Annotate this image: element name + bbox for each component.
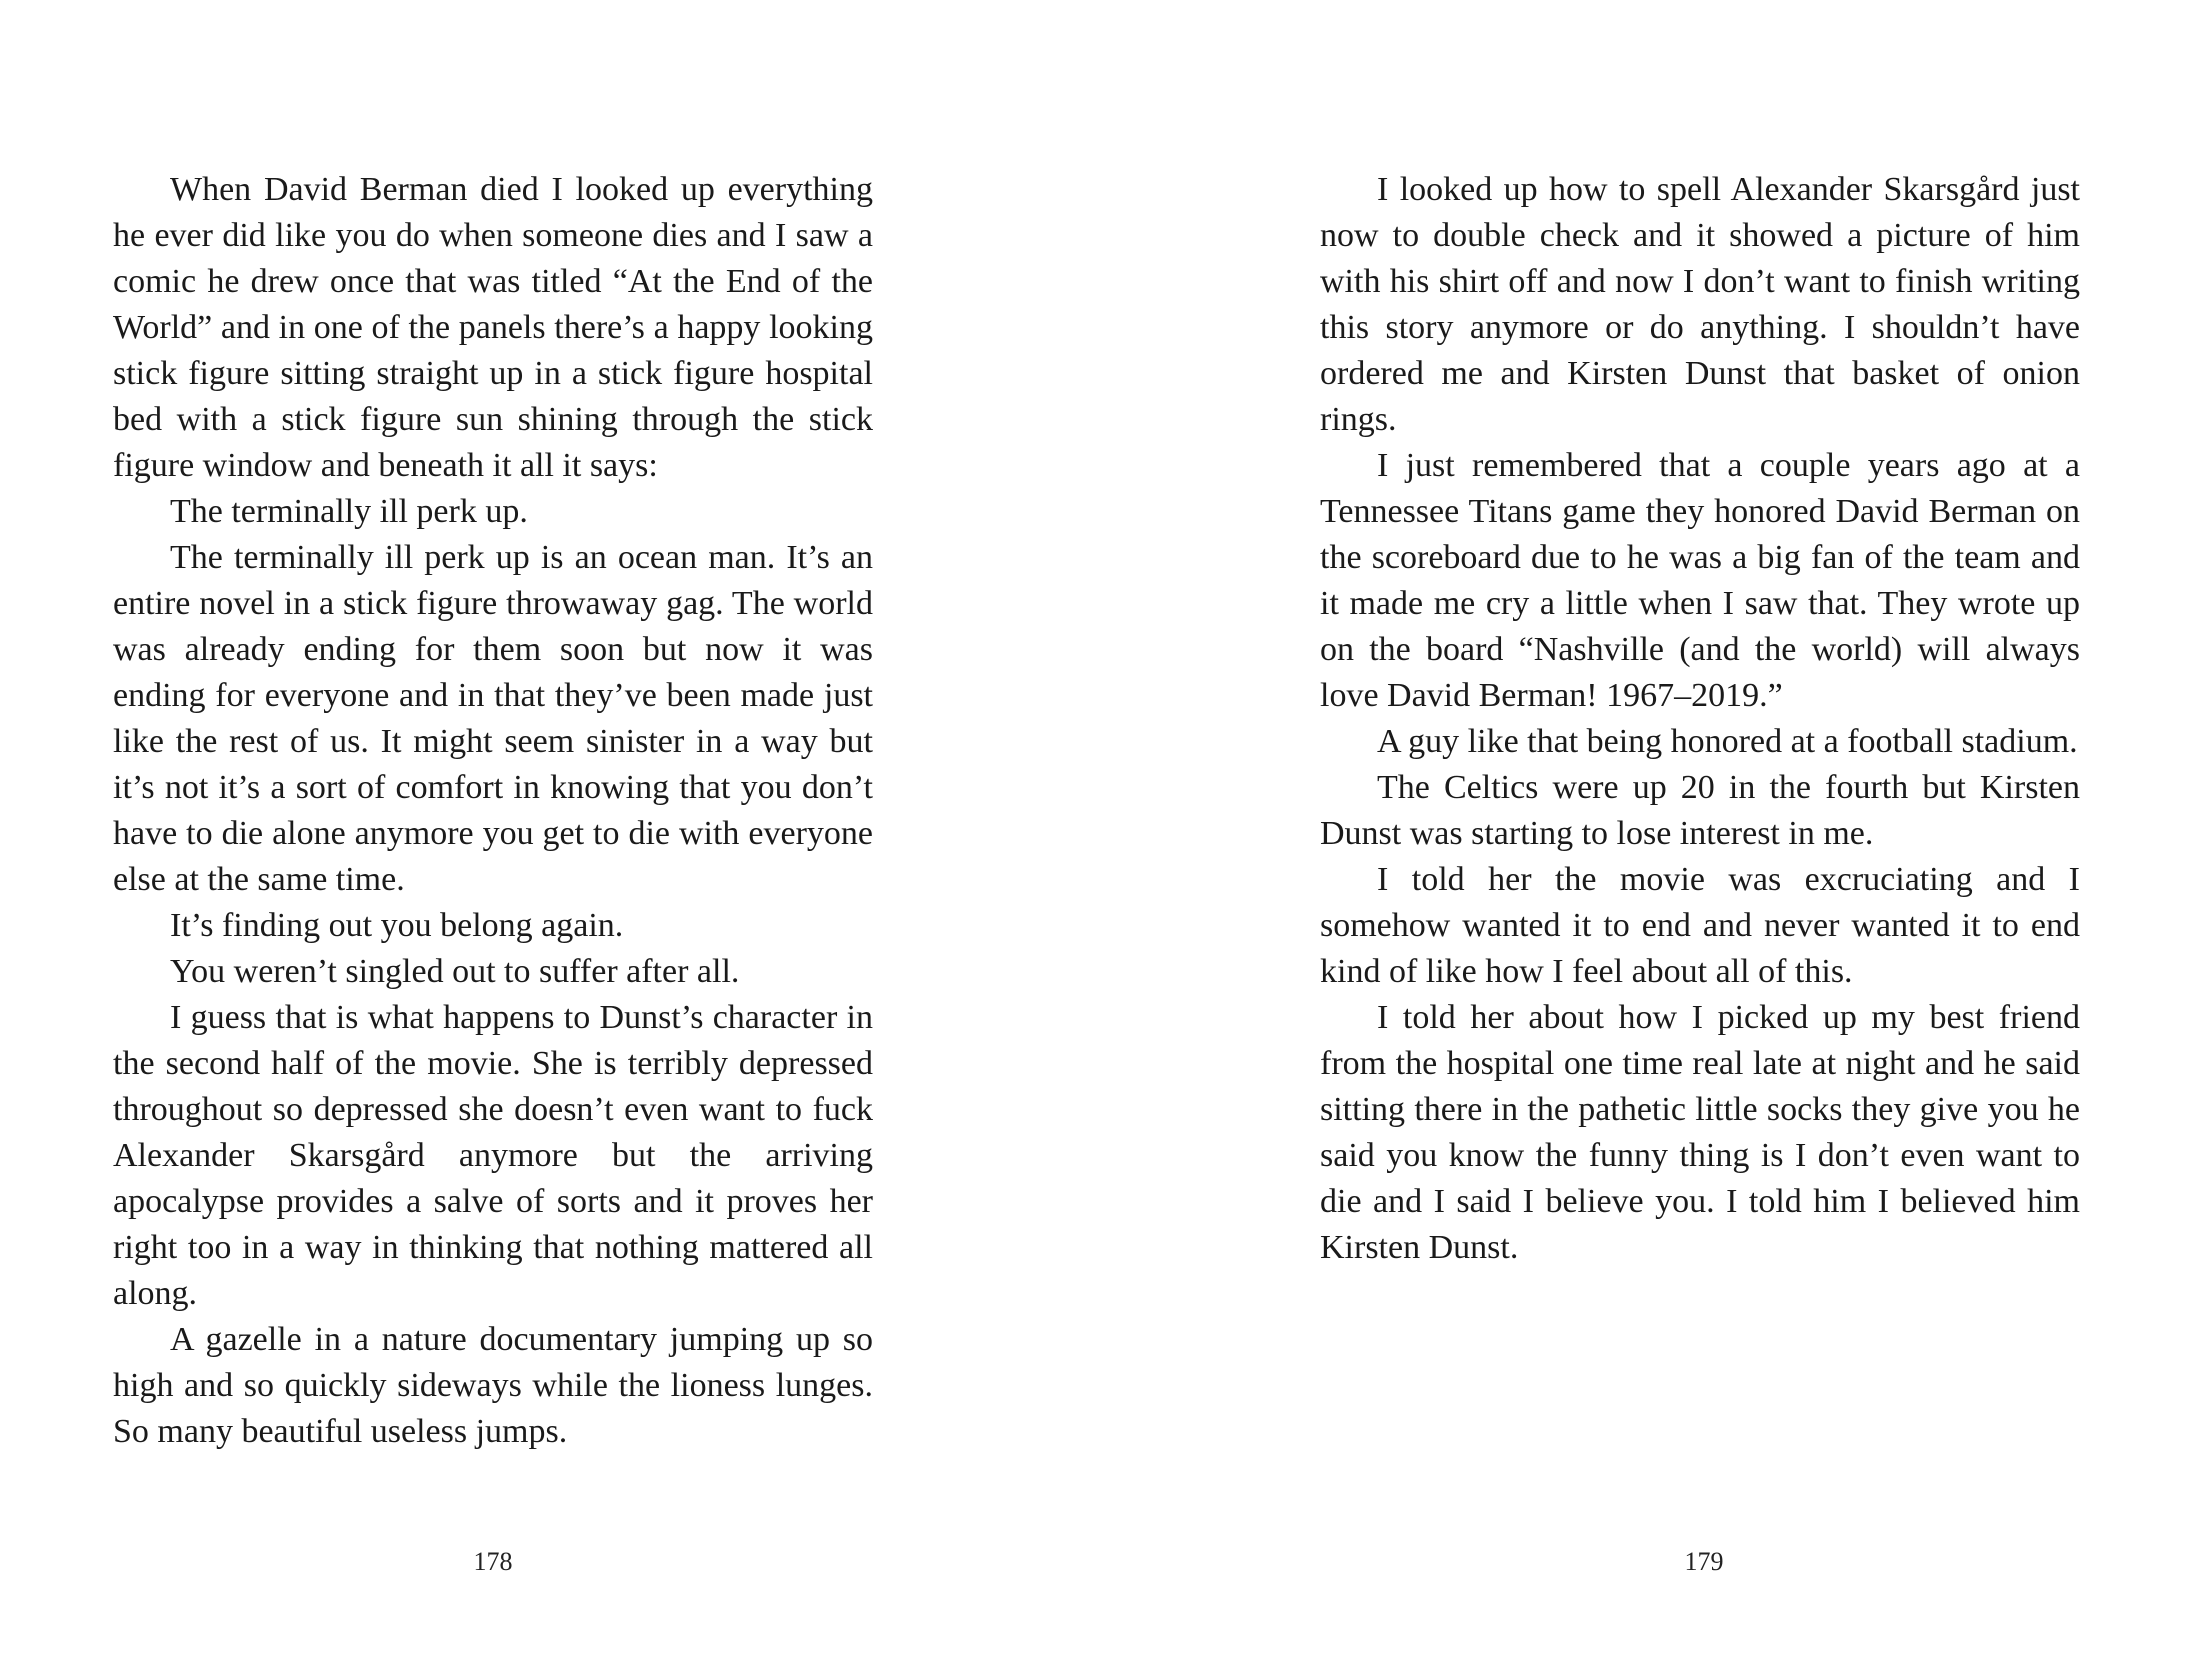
page-number-right: 179 [1684, 1547, 1724, 1576]
left-page-body [113, 167, 873, 1455]
paragraph: The terminally ill perk up. [170, 493, 528, 530]
paragraph: I looked up how to spell Alexander Skarsgård just now to double check and it showed a picture of him with his shirt off and now I don’t want to finish writing this story anymore or do anything. I shouldn’t have ordered me and Kirsten Dunst that basket of onion rings. [1320, 171, 2080, 438]
paragraph: The terminally ill perk up is an ocean man. It’s an entire novel in a stick figure throwaway gag. The world was already ending for them soon but now it was ending for everyone and in that they’ve been made just like the rest of us. It might seem sinister in a way but it’s not it’s a sort of comfort in knowing that you don’t have to die alone anymore you get to die with everyone else at the same time. [113, 539, 873, 898]
paragraph: A gazelle in a nature documentary jumping up so high and so quickly sideways while the lioness lunges. So many beautiful useless jumps. [113, 1321, 873, 1450]
paragraph: It’s finding out you belong again. [170, 907, 624, 944]
paragraph: I guess that is what happens to Dunst’s character in the second half of the movie. She is terribly depressed throughout so depressed she doesn’t even want to fuck Alexander Skarsgård anymore but the arriving apocalypse provides a salve of sorts and it proves her right too in a way in thinking that nothing mattered all along. [113, 999, 873, 1312]
right-page [1098, 0, 2196, 1660]
paragraph: When David Berman died I looked up everything he ever did like you do when someone dies and I saw a comic he drew once that was titled “At the End of the World” and in one of the panels there’s a happy looking stick figure sitting straight up in a stick figure hospital bed with a stick figure sun shining through the stick figure window and beneath it all it says: [113, 171, 873, 484]
paragraph: I just remembered that a couple years ago at a Tennessee Titans game they honored David Berman on the scoreboard due to he was a big fan of the team and it made me cry a little when I saw that. They wrote up on the board “Nashville (and the world) will always love David Berman! 1967–2019.” [1320, 447, 2080, 714]
paragraph: The Celtics were up 20 in the fourth but Kirsten Dunst was starting to lose interest in me. [1320, 769, 2080, 852]
paragraph: A guy like that being honored at a football stadium. [1377, 723, 2078, 760]
right-page-body [1320, 167, 2080, 1271]
paragraph: I told her about how I picked up my best friend from the hospital one time real late at night and he said sitting there in the pathetic little socks they give you he said you know the funny thing is I don’t even want to die and I said I believe you. I told him I believed him Kirsten Dunst. [1320, 999, 2080, 1266]
paragraph: I told her the movie was excruciating and I somehow wanted it to end and never wanted it to end kind of like how I feel about all of this. [1320, 861, 2080, 990]
page-number-left: 178 [473, 1547, 513, 1576]
paragraph: You weren’t singled out to suffer after all. [170, 953, 740, 990]
